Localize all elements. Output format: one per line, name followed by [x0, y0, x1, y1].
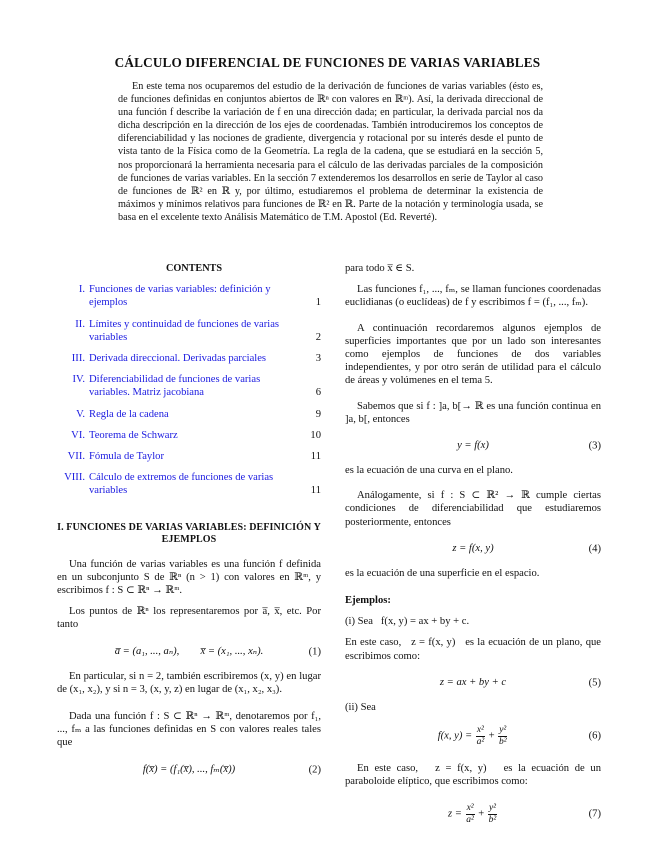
equation-number: (7) — [588, 808, 601, 820]
toc-entry-link[interactable]: Derivada direccional. Derivadas parciales — [89, 353, 267, 365]
paragraph: Las funciones f₁, ..., fₘ, se llaman funciones coordenadas euclidianas (o euclídeas) de f y escribimos f = (f₁, ..., fₘ). — [345, 284, 601, 309]
toc-entry-number: VI. — [71, 429, 85, 441]
denominator: a² — [476, 736, 485, 747]
toc-entry-number: I. — [78, 284, 85, 296]
toc-entry-number: VII. — [67, 451, 85, 463]
toc-entry[interactable] — [57, 283, 321, 309]
numerator: y² — [488, 803, 497, 814]
plus-sign: + — [488, 730, 495, 742]
toc-entry[interactable] — [57, 352, 321, 365]
paragraph: En particular, si n = 2, también escribiremos (x, y) en lugar de (x₁, x₂), y si n = 3, (x, y, z) en lugar de (x₁, x₂, x₃). — [57, 670, 321, 695]
right-column — [345, 262, 604, 838]
equation-body: a̅ = (a₁, ..., aₙ), x̅ = (x₁, ..., xₙ). — [114, 646, 264, 658]
paragraph: Una función de varias variables es una función f definida en un subconjunto S de ℝⁿ (n > 1) con valores en ℝᵐ, y escribimos f : S ⊂ ℝⁿ → ℝᵐ. — [57, 558, 321, 597]
toc-entry-link[interactable]: Teorema de Schwarz — [89, 429, 178, 441]
fraction — [488, 803, 497, 825]
paragraph: Los puntos de ℝⁿ los representaremos por a̅, x̅, etc. Por tanto — [57, 606, 321, 631]
toc-entry-number: VIII. — [64, 472, 85, 484]
equation-number: (2) — [308, 764, 321, 776]
toc-entry[interactable] — [57, 429, 321, 442]
toc-entry-page: 10 — [310, 429, 321, 441]
equation-lhs: z = — [447, 808, 462, 820]
toc-entry-page: 11 — [310, 451, 321, 463]
equation-lhs: f(x, y) = — [437, 730, 473, 742]
section-heading: I. FUNCIONES DE VARIAS VARIABLES: DEFINICIÓN Y EJEMPLOS — [57, 521, 321, 545]
toc-heading: CONTENTS — [165, 263, 223, 274]
fraction — [476, 725, 485, 747]
equation-5 — [345, 671, 601, 695]
fraction — [498, 725, 507, 747]
paragraph: es la ecuación de una superficie en el espacio. — [345, 567, 540, 579]
equation-body: y = f(x) — [457, 440, 489, 452]
toc-entry-number: II. — [75, 318, 85, 330]
paragraph: Sabemos que si f : ]a, b[→ ℝ es una función continua en ]a, b[, entonces — [345, 400, 601, 425]
toc-entry-page: 6 — [315, 387, 321, 399]
toc-entry-link[interactable]: Diferenciabilidad de funciones de varias variables. Matriz jacobiana — [89, 374, 261, 399]
toc-entry-link[interactable]: Límites y continuidad de funciones de varias variables — [89, 318, 280, 343]
equation-body — [448, 803, 498, 825]
equation-number: (5) — [588, 677, 601, 689]
plus-sign: + — [478, 808, 485, 820]
equation-2 — [57, 758, 321, 782]
numerator: y² — [499, 725, 507, 736]
equation-number: (3) — [588, 440, 601, 452]
table-of-contents — [57, 283, 321, 497]
equation-3 — [345, 434, 601, 458]
toc-entry[interactable] — [57, 450, 321, 463]
numerator: x² — [476, 725, 484, 736]
example-item: (i) Sea f(x, y) = ax + by + c. — [345, 616, 470, 628]
denominator: a² — [466, 814, 474, 825]
paragraph: En este caso, z = f(x, y) es la ecuación de un paraboloide elíptico, que escribimos como: — [345, 763, 604, 788]
equation-body: z = f(x, y) — [452, 543, 494, 555]
toc-entry[interactable] — [57, 471, 321, 497]
equation-7 — [345, 796, 601, 832]
paragraph: A continuación recordaremos algunos ejemplos de superficies importantes que por un lado son interesantes como ejemplos de funciones de dos variables independientes, y por otro serán de utilidad para el cálculo de áreas y volúmenes en el tema 5. — [345, 322, 601, 387]
equation-body: z = ax + by + c — [439, 677, 507, 689]
toc-entry[interactable] — [57, 373, 321, 399]
example-item: (ii) Sea — [345, 701, 376, 713]
equation-body — [438, 725, 509, 747]
equation-4 — [345, 537, 601, 561]
paragraph: Dada una función f : S ⊂ ℝⁿ → ℝᵐ, denotaremos por f₁, ..., fₘ a las funciones definidas en S con valores reales tales que — [57, 711, 321, 749]
toc-entry-page: 1 — [315, 297, 321, 309]
equation-number: (6) — [588, 730, 601, 742]
equation-6 — [345, 718, 601, 754]
toc-entry-link[interactable]: Fómula de Taylor — [89, 451, 164, 463]
paragraph: para todo x̅ ∈ S. — [345, 263, 415, 274]
paper-title: CÁLCULO DIFERENCIAL DE FUNCIONES DE VARIAS VARIABLES — [114, 55, 541, 70]
equation-number: (1) — [308, 646, 321, 658]
toc-entry-page: 11 — [310, 485, 321, 497]
paragraph: Análogamente, si f : S ⊂ ℝ² → ℝ cumple ciertas condiciones de diferenciabilidad que estudiaremos posteriormente, entonces — [345, 490, 601, 528]
toc-entry-number: III. — [71, 353, 85, 365]
numerator: x² — [466, 803, 474, 814]
paragraph: es la ecuación de una curva en el plano. — [345, 465, 513, 477]
examples-heading: Ejemplos: — [345, 595, 391, 607]
toc-entry[interactable] — [57, 408, 321, 421]
toc-entry-link[interactable]: Regla de la cadena — [89, 408, 169, 420]
paragraph: En este caso, z = f(x, y) es la ecuación de un plano, que escribimos como: — [345, 637, 604, 662]
toc-entry[interactable] — [57, 318, 321, 344]
toc-entry-page: 9 — [315, 408, 321, 420]
toc-entry-page: 3 — [315, 353, 321, 365]
toc-entry-number: V. — [76, 408, 85, 420]
fraction — [466, 803, 475, 825]
denominator: b² — [488, 814, 497, 825]
equation-body: f(x̅) = (f₁(x̅), ..., fₘ(x̅)) — [142, 764, 236, 776]
toc-entry-number: IV. — [72, 374, 85, 386]
left-column — [57, 262, 321, 788]
toc-entry-page: 2 — [315, 331, 321, 343]
denominator: b² — [498, 736, 507, 747]
toc-entry-link[interactable]: Funciones de varias variables: definición y ejemplos — [89, 284, 271, 309]
equation-number: (4) — [588, 543, 601, 555]
equation-1 — [57, 640, 321, 664]
abstract: En este tema nos ocuparemos del estudio de la derivación de funciones de varias variables (ésto es, de funciones definidas en conjuntos abiertos de ℝⁿ con valores en ℝᵐ). Así, la derivada direccional de una función f describe la variación de f en una dirección dada; en particular, la derivada parcial nos da dicha descripción en la dirección de los ejes de coordenadas. También introduciremos los conceptos de diferenciabilidad y las nociones de gradiente, divergencia y rotacional por su interés desde el punto de vista tanto de la Física como de la Geometría. La regla de la cadena, que se estudiará en la sección 5, nos proporcionará la herramienta necesaria para el cálculo de las derivadas parciales de la composición de funciones de varias variables. En la sección 7 extenderemos los desarrollos en serie de Taylor al caso de funciones de ℝ² en ℝ y, por último, estudiaremos el problema de determinar la existencia de máximos y mínimos relativos para funciones de ℝ² en ℝ. Parte de la notación y terminología usada, se basa en el excelente texto Análisis Matemático de T.M. Apostol (Ed. Reverté). — [118, 81, 543, 223]
toc-entry-link[interactable]: Cálculo de extremos de funciones de varias variables — [89, 472, 274, 497]
